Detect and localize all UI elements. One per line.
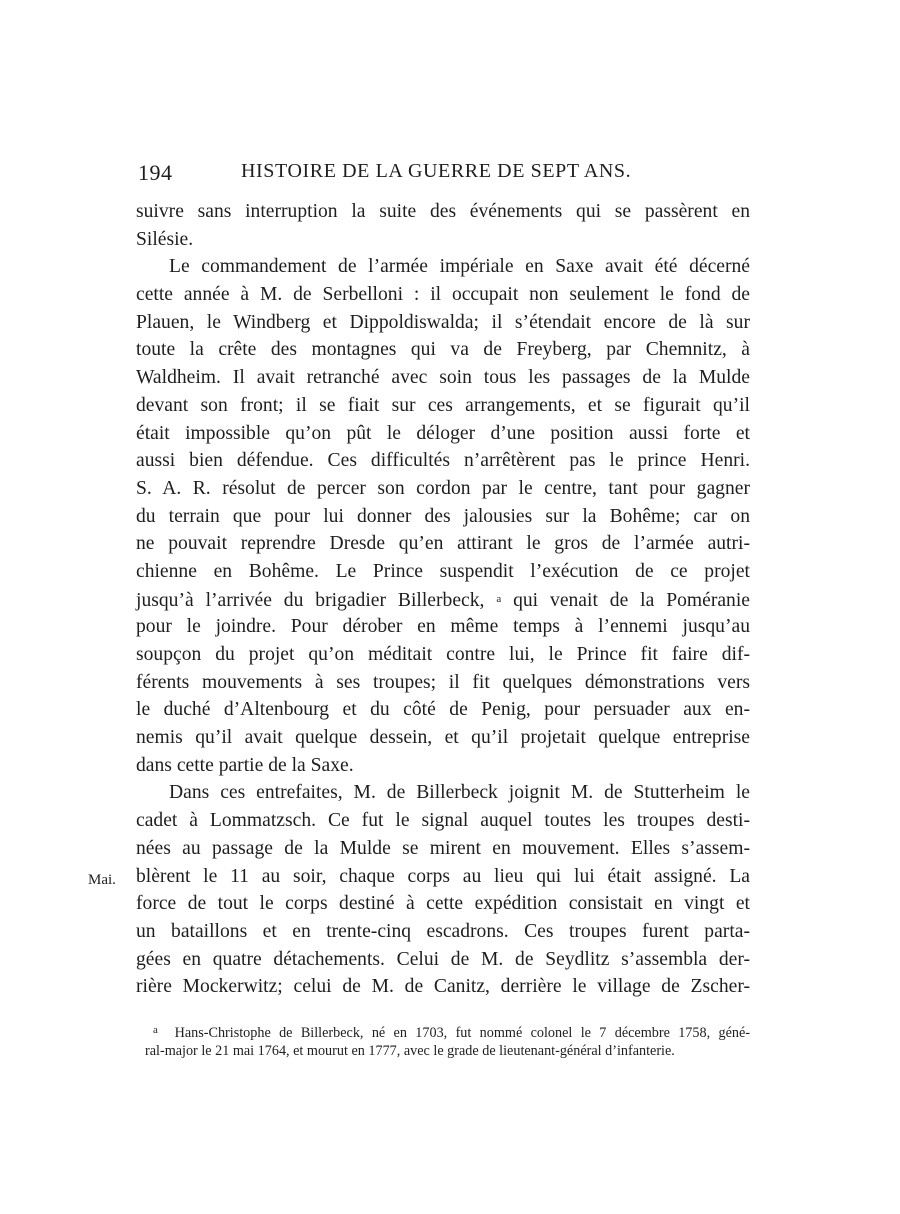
text-line: Le commandement de l’armée impériale en Saxe avait été décerné [169,256,750,278]
text-line: ne pouvait reprendre Dresde qu’en attirant le gros de l’armée autri- [136,533,750,555]
text-line: férents mouvements à ses troupes; il fit quelques démonstrations vers [136,671,750,693]
text-line: blèrent le 11 au soir, chaque corps au lieu qui lui était assigné. La [136,865,750,887]
footnote-line [145,1020,750,1041]
text-line: gées en quatre détachements. Celui de M. de Seydlitz s’assembla der- [136,948,750,970]
running-title: HISTOIRE DE LA GUERRE DE SEPT ANS. [241,160,632,182]
text-line: chienne en Bohême. Le Prince suspendit l’exécution de ce projet [136,560,750,582]
footnote-text: Hans-Christophe de Billerbeck, né en 1703, fut nommé colonel le 7 décembre 1758, géné- [174,1025,750,1041]
text-line: Plauen, le Windberg et Dippoldiswalda; il s’étendait encore de là sur [136,311,750,333]
text-line: du terrain que pour lui donner des jalousies sur la Bohême; car on [136,505,750,527]
text-line: rière Mockerwitz; celui de M. de Canitz, derrière le village de Zscher- [136,976,750,998]
text-line: dans cette partie de la Saxe. [136,754,354,776]
footnote-marker: a [153,1024,158,1036]
text-line: cette année à M. de Serbelloni : il occupait non seulement le fond de [136,284,750,306]
text-line-with-footnote-ref [136,586,750,614]
text-line: le duché d’Altenbourg et du côté de Penig, pour persuader aux en- [136,699,750,721]
text-line: toute la crête des montagnes qui va de Freyberg, par Chemnitz, à [136,339,750,361]
text-line: aussi bien défendue. Ces difficultés n’arrêtèrent pas le prince Henri. [136,450,750,472]
text-line: devant son front; il se fiait sur ces arrangements, et se figurait qu’il [136,394,750,416]
text-line: était impossible qu’on pût le déloger d’une position aussi forte et [136,422,750,444]
footnote-reference: a [496,592,502,605]
text-line: nemis qu’il avait quelque dessein, et qu’il projetait quelque entreprise [136,727,750,749]
text-line: S. A. R. résolut de percer son cordon par le centre, tant pour gagner [136,477,750,499]
text-line: Waldheim. Il avait retranché avec soin tous les passages de la Mulde [136,367,750,389]
text-line: pour le joindre. Pour dérober en même temps à l’ennemi jusqu’au [136,616,750,638]
text-line: Silésie. [136,228,194,250]
text-line: un bataillons et en trente-cinq escadrons. Ces troupes furent parta- [136,920,750,942]
footnotes [145,1020,750,1062]
text-segment: qui venait de la Poméranie [501,589,750,611]
page-number: 194 [138,160,173,185]
text-line: soupçon du projet qu’on méditait contre lui, le Prince fit faire dif- [136,644,750,665]
running-header [138,160,750,190]
text-segment: jusqu’à l’arrivée du brigadier Billerbeck, [136,589,497,611]
text-line: Dans ces entrefaites, M. de Billerbeck joignit M. de Stutterheim le [169,782,750,804]
text-line: cadet à Lommatzsch. Ce fut le signal auquel toutes les troupes desti- [136,810,750,832]
margin-note: Mai. [88,872,116,888]
text-line: nées au passage de la Mulde se mirent en mouvement. Elles s’assem- [136,837,750,859]
text-line: suivre sans interruption la suite des événements qui se passèrent en [136,201,750,222]
text-line: force de tout le corps destiné à cette expédition consistait en vingt et [136,893,750,915]
footnote-line: ral-major le 21 mai 1764, et mourut en 1777, avec le grade de lieutenant-général d’infanterie. [145,1043,675,1059]
body-text [136,198,750,1001]
